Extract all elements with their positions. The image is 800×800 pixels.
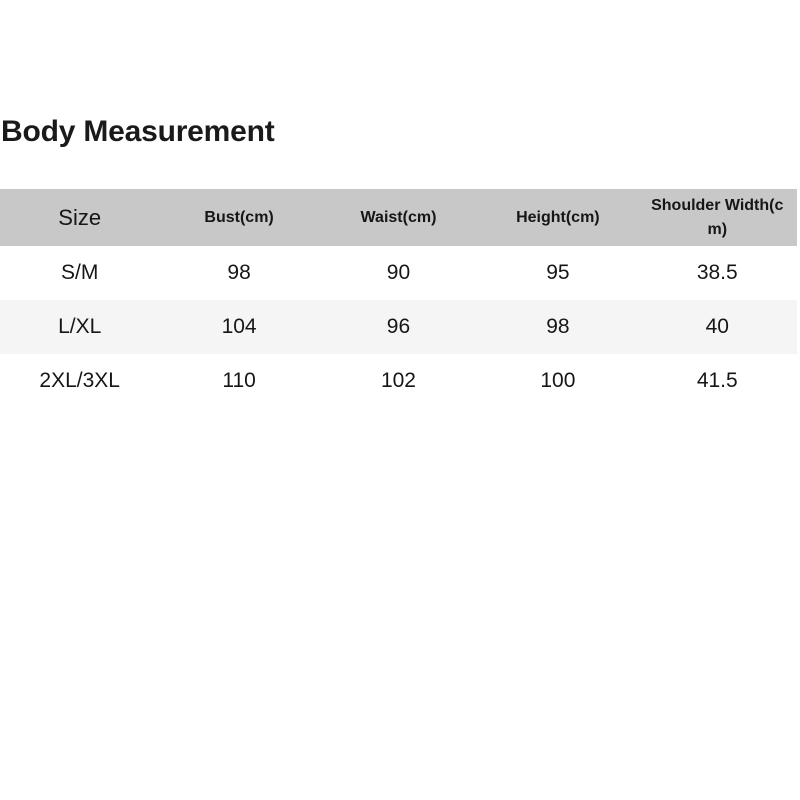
cell-size: 2XL/3XL bbox=[39, 369, 120, 393]
column-header-shoulder-width bbox=[638, 189, 797, 246]
cell-bust: 110 bbox=[222, 369, 256, 393]
body-measurement-table bbox=[0, 189, 797, 408]
cell-height: 100 bbox=[540, 369, 576, 393]
table-row-2xl3xl bbox=[0, 354, 797, 408]
cell-height: 95 bbox=[546, 261, 570, 285]
table-row-lxl bbox=[0, 300, 797, 354]
cell-waist: 102 bbox=[380, 369, 416, 393]
column-header-bust: Bust(cm) bbox=[204, 208, 274, 226]
column-header-shoulder-width-label: Shoulder Width(cm) bbox=[651, 197, 784, 238]
table-header-row bbox=[0, 189, 797, 246]
column-header-size: Size bbox=[58, 204, 102, 230]
cell-waist: 96 bbox=[386, 315, 411, 339]
cell-waist: 90 bbox=[386, 261, 411, 285]
cell-size: L/XL bbox=[58, 315, 102, 339]
cell-bust: 98 bbox=[227, 261, 251, 285]
cell-shoulder-width: 40 bbox=[705, 315, 729, 339]
cell-bust: 104 bbox=[221, 315, 257, 339]
page-title: Body Measurement bbox=[1, 115, 275, 148]
table-row-sm bbox=[0, 246, 797, 300]
cell-size: S/M bbox=[61, 261, 99, 285]
column-header-height: Height(cm) bbox=[516, 208, 600, 226]
column-header-waist: Waist(cm) bbox=[360, 208, 437, 226]
cell-shoulder-width: 41.5 bbox=[696, 369, 738, 393]
cell-shoulder-width: 38.5 bbox=[696, 261, 738, 285]
cell-height: 98 bbox=[546, 315, 570, 339]
